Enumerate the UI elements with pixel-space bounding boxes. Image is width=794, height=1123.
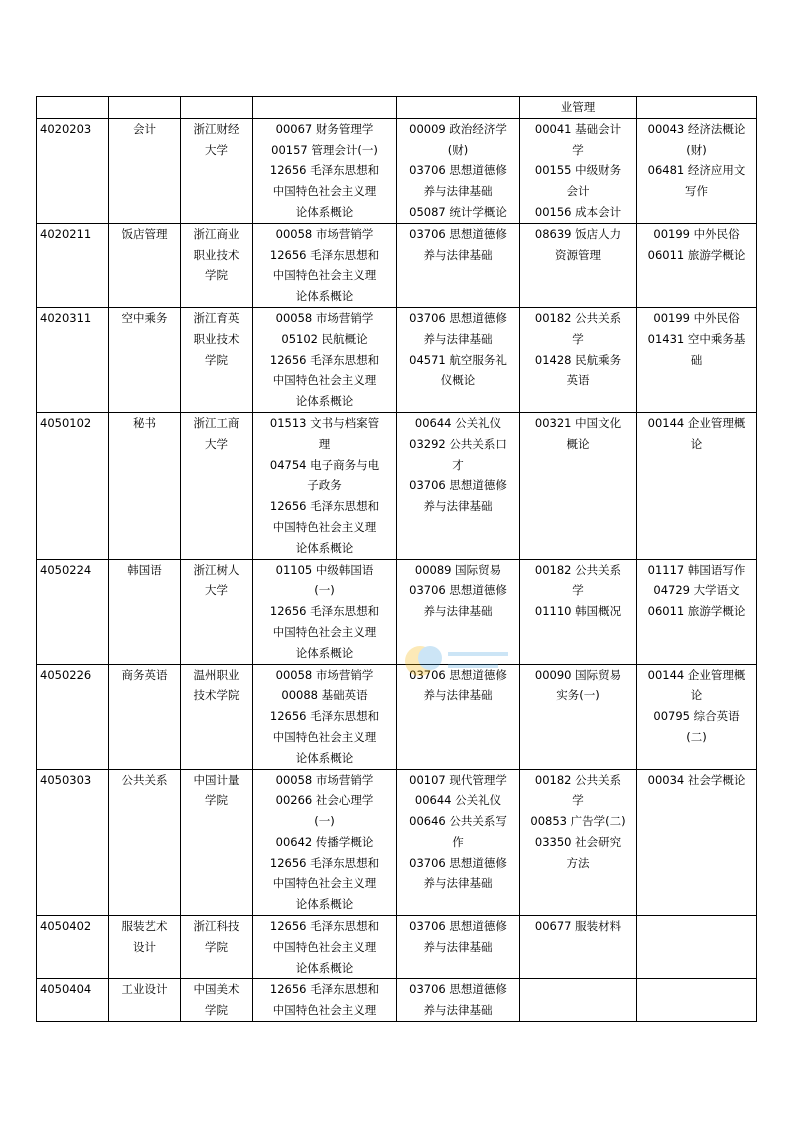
courses-cell-3 [520, 664, 637, 769]
school-cell [181, 769, 253, 916]
school-cell-line: 学院 [205, 793, 228, 808]
courses-cell-2 [397, 916, 520, 979]
courses-cell-3-line: 00182 公共关系 [534, 772, 622, 787]
table-row [37, 979, 757, 1022]
major-code-cell [37, 664, 109, 769]
courses-cell-1-line: 00067 财务管理学 [275, 121, 374, 136]
courses-cell-2-line: 03706 思想道德修 [409, 583, 507, 598]
school-cell-line: 浙江树人 [193, 562, 240, 577]
courses-cell-4-line: 00034 社会学概论 [647, 772, 746, 787]
table-row [37, 664, 757, 769]
courses-cell-1-line: 12656 毛泽东思想和 [269, 604, 380, 619]
school-cell-line: 学院 [205, 352, 228, 367]
school-cell [181, 916, 253, 979]
major-code: 4050402 [40, 919, 92, 934]
courses-cell-1-line: 00088 基础英语 [281, 688, 368, 703]
courses-cell-1-line: 论体系概论 [295, 204, 354, 219]
courses-cell-2-line: (财) [447, 142, 469, 157]
school-cell-line: 职业技术 [193, 247, 240, 262]
courses-cell-2-line: 05087 统计学概论 [409, 204, 507, 219]
courses-cell-2-line: 养与法律基础 [423, 688, 493, 703]
courses-cell-2 [397, 769, 520, 916]
courses-cell-4-line: 论 [690, 436, 703, 451]
courses-cell-2-line: 仪概论 [440, 373, 476, 388]
courses-cell-1-line: 04754 电子商务与电 [269, 457, 380, 472]
courses-cell-3 [520, 223, 637, 307]
major-code-cell [37, 118, 109, 223]
courses-cell-1-line: 中国特色社会主义理 [272, 519, 377, 534]
courses-cell-1-line: 论体系概论 [295, 540, 354, 555]
courses-cell-1-line: 00058 市场营销学 [275, 772, 374, 787]
courses-cell-3 [520, 979, 637, 1022]
courses-cell-1 [253, 118, 397, 223]
courses-cell-4-line: 00144 企业管理概 [647, 667, 746, 682]
table-row [37, 223, 757, 307]
school-cell [181, 559, 253, 664]
courses-cell-2-line: 养与法律基础 [423, 184, 493, 199]
courses-cell-2-line: 03706 思想道德修 [409, 855, 507, 870]
courses-cell-2 [397, 223, 520, 307]
major-code: 4050224 [40, 562, 92, 577]
courses-cell-4 [637, 118, 757, 223]
courses-cell-2-line: 00644 公关礼仪 [414, 415, 502, 430]
major-code: 4050226 [40, 667, 92, 682]
courses-cell-4-line: 01117 韩国语写作 [647, 562, 746, 577]
courses-cell-1-line: 00058 市场营销学 [275, 310, 374, 325]
courses-cell-2-line: 养与法律基础 [423, 331, 493, 346]
courses-cell-4 [637, 412, 757, 559]
courses-cell-3-line: 01428 民航乘务 [534, 352, 622, 367]
table-row-continued [37, 97, 757, 119]
courses-cell-2 [397, 307, 520, 412]
major-name-cell-line: 空中乘务 [121, 310, 168, 325]
major-code: 4020203 [40, 121, 92, 136]
courses-cell-2-line: 04571 航空服务礼 [409, 352, 507, 367]
school-cell-line: 大学 [205, 142, 228, 157]
courses-cell-2-line: 00107 现代管理学 [409, 772, 507, 787]
courses-cell-1-line: 12656 毛泽东思想和 [269, 982, 380, 997]
courses-cell-4-line: 04729 大学语文 [653, 583, 740, 598]
empty-cell [37, 97, 109, 119]
major-name-cell-line: 服装艺术 [121, 919, 168, 934]
courses-cell-3-line: 会计 [566, 184, 590, 199]
courses-cell-2-line: 00644 公关礼仪 [414, 793, 502, 808]
courses-cell-1-line: 12656 毛泽东思想和 [269, 919, 380, 934]
table-row [37, 916, 757, 979]
empty-cell [181, 97, 253, 119]
courses-cell-3-line: 学 [572, 793, 584, 808]
courses-cell-4-line: 论 [690, 688, 703, 703]
courses-cell-2-line: 03706 思想道德修 [409, 982, 507, 997]
courses-cell-4-line: (二) [686, 729, 707, 744]
major-name-cell-line: 秘书 [133, 415, 156, 430]
courses-cell-3-line: 英语 [566, 373, 590, 388]
courses-cell-3-line: 学 [572, 331, 584, 346]
courses-cell-1-line: 12656 毛泽东思想和 [269, 163, 380, 178]
courses-cell-1-line: 中国特色社会主义理 [272, 729, 377, 744]
table-row [37, 412, 757, 559]
courses-cell-1-line: 中国特色社会主义理 [272, 184, 377, 199]
courses-cell-1-line: 12656 毛泽东思想和 [269, 247, 380, 262]
school-cell-line: 浙江商业 [193, 226, 240, 241]
empty-cell [109, 97, 181, 119]
major-code-cell [37, 979, 109, 1022]
school-cell-line: 学院 [205, 268, 228, 283]
courses-cell-3-line: 00677 服装材料 [534, 919, 622, 934]
courses-cell-3 [520, 307, 637, 412]
courses-cell-4-line: 础 [690, 352, 703, 367]
courses-cell-2-line: 养与法律基础 [423, 604, 493, 619]
continued-cell-line: 业管理 [560, 100, 596, 114]
courses-cell-3-line: 00321 中国文化 [534, 415, 622, 430]
major-code: 4050102 [40, 415, 92, 430]
courses-cell-2-line: 03292 公共关系口 [409, 436, 507, 451]
courses-cell-2 [397, 412, 520, 559]
table-row [37, 769, 757, 916]
courses-cell-2-line: 03706 思想道德修 [409, 919, 507, 934]
courses-cell-1-line: 中国特色社会主义理 [272, 939, 377, 954]
courses-cell-4-line: 写作 [685, 184, 708, 199]
courses-cell-4 [637, 979, 757, 1022]
major-name-cell-line: 会计 [133, 121, 156, 136]
major-name-cell-line: 工业设计 [121, 982, 168, 997]
major-name-cell-line: 商务英语 [121, 667, 168, 682]
courses-cell-2-line: 03706 思想道德修 [409, 163, 507, 178]
courses-cell-3-line: 00155 中级财务 [534, 163, 622, 178]
courses-cell-1 [253, 412, 397, 559]
courses-cell-4-line: 00199 中外民俗 [653, 226, 740, 241]
courses-cell-2-line: 才 [452, 457, 464, 472]
courses-cell-4-line: 00144 企业管理概 [647, 415, 746, 430]
courses-cell-3-line: 08639 饭店人力 [534, 226, 622, 241]
courses-cell-3-line: 00156 成本会计 [534, 204, 622, 219]
school-cell [181, 307, 253, 412]
courses-cell-1-line: 00058 市场营销学 [275, 226, 374, 241]
courses-cell-4 [637, 223, 757, 307]
courses-cell-2-line: 03706 思想道德修 [409, 226, 507, 241]
major-code-cell [37, 559, 109, 664]
major-code-cell [37, 916, 109, 979]
school-cell-line: 浙江科技 [193, 919, 240, 934]
empty-cell [637, 97, 757, 119]
courses-cell-1-line: 00266 社会心理学 [275, 793, 374, 808]
major-name-cell [109, 118, 181, 223]
major-code-cell [37, 412, 109, 559]
courses-cell-4 [637, 307, 757, 412]
courses-cell-4-line: 06011 旅游学概论 [647, 247, 746, 262]
school-cell-line: 温州职业 [193, 667, 240, 682]
courses-cell-4 [637, 769, 757, 916]
courses-cell-1-line: 12656 毛泽东思想和 [269, 709, 380, 724]
courses-cell-3-line: 方法 [566, 855, 590, 870]
school-cell-line: 中国美术 [193, 982, 240, 997]
courses-cell-3 [520, 118, 637, 223]
major-name-cell-line: 公共关系 [121, 772, 168, 787]
courses-cell-2 [397, 979, 520, 1022]
major-name-cell-line: 设计 [133, 939, 156, 954]
courses-cell-1-line: 中国特色社会主义理 [272, 373, 377, 388]
courses-cell-1-line: 01105 中级韩国语 [275, 562, 374, 577]
empty-cell [253, 97, 397, 119]
courses-cell-1-line: 00157 管理会计(一) [271, 142, 378, 157]
major-code-cell [37, 223, 109, 307]
school-cell-line: 大学 [205, 583, 228, 598]
courses-cell-1 [253, 916, 397, 979]
courses-cell-3-line: 实务(一) [556, 688, 600, 703]
school-cell-line: 中国计量 [193, 772, 240, 787]
courses-cell-3-line: 00041 基础会计 [534, 121, 622, 136]
school-cell [181, 412, 253, 559]
major-name-cell [109, 769, 181, 916]
school-cell-line: 浙江工商 [193, 415, 240, 430]
courses-cell-3-line: 00853 广告学(二) [530, 814, 626, 829]
courses-cell-4-line: 00199 中外民俗 [653, 310, 740, 325]
courses-cell-4-line: 00043 经济法概论 [647, 121, 746, 136]
major-name-cell [109, 916, 181, 979]
courses-cell-4-line: (财) [686, 142, 707, 157]
courses-cell-1-line: 05102 民航概论 [281, 331, 368, 346]
courses-cell-1-line: 论体系概论 [295, 645, 354, 660]
courses-cell-2-line: 03706 思想道德修 [409, 478, 507, 493]
courses-cell-1-line: 中国特色社会主义理 [272, 624, 377, 639]
courses-cell-1-line: 01513 文书与档案管 [269, 415, 380, 430]
school-cell-line: 大学 [205, 436, 228, 451]
courses-cell-2-line: 作 [452, 834, 464, 849]
courses-cell-4-line: 00795 综合英语 [653, 709, 740, 724]
courses-cell-1-line: 论体系概论 [295, 750, 354, 765]
courses-cell-1-line: 00058 市场营销学 [275, 667, 374, 682]
major-name-cell [109, 223, 181, 307]
major-name-cell [109, 412, 181, 559]
school-cell-line: 学院 [205, 939, 228, 954]
courses-cell-1 [253, 979, 397, 1022]
courses-cell-3-line: 概论 [566, 436, 590, 451]
major-code: 4020311 [40, 310, 92, 325]
courses-cell-2-line: 养与法律基础 [423, 247, 493, 262]
school-cell [181, 979, 253, 1022]
major-code-cell [37, 307, 109, 412]
courses-cell-1-line: 论体系概论 [295, 960, 354, 975]
courses-cell-1-line: (一) [314, 814, 335, 829]
courses-cell-1 [253, 307, 397, 412]
school-cell [181, 118, 253, 223]
courses-cell-3 [520, 769, 637, 916]
courses-cell-1-line: 00642 传播学概论 [275, 834, 374, 849]
courses-cell-2-line: 养与法律基础 [423, 876, 493, 891]
courses-cell-3-line: 学 [572, 142, 584, 157]
courses-cell-4 [637, 916, 757, 979]
courses-cell-3-line: 00090 国际贸易 [534, 667, 622, 682]
courses-cell-3-line: 03350 社会研究 [534, 834, 622, 849]
table-row [37, 559, 757, 664]
empty-cell [397, 97, 520, 119]
school-cell [181, 664, 253, 769]
major-name-cell [109, 979, 181, 1022]
courses-cell-1-line: 中国特色社会主义理 [272, 268, 377, 283]
courses-cell-1 [253, 769, 397, 916]
courses-cell-3-line: 学 [572, 583, 584, 598]
courses-cell-2-line: 03706 思想道德修 [409, 667, 507, 682]
courses-cell-3-line: 资源管理 [555, 247, 601, 262]
major-name-cell [109, 307, 181, 412]
courses-cell-3-line: 01110 韩国概况 [534, 604, 622, 619]
school-cell-line: 浙江育英 [193, 310, 240, 325]
courses-cell-2-line: 00009 政治经济学 [409, 121, 507, 136]
school-cell-line: 职业技术 [193, 331, 240, 346]
exam-schedule-table [36, 96, 757, 1022]
courses-cell-1-line: 子政务 [307, 478, 342, 493]
courses-cell-4 [637, 559, 757, 664]
courses-cell-2-line: 养与法律基础 [423, 1003, 493, 1018]
continued-cell [520, 97, 637, 119]
major-name-cell [109, 664, 181, 769]
courses-cell-1-line: 论体系概论 [295, 289, 354, 304]
courses-cell-1-line: 论体系概论 [295, 394, 354, 409]
major-code: 4050303 [40, 772, 92, 787]
school-cell-line: 学院 [205, 1003, 228, 1018]
courses-cell-2-line: 养与法律基础 [423, 939, 493, 954]
document-page [36, 96, 756, 1022]
courses-cell-2 [397, 559, 520, 664]
courses-cell-2 [397, 664, 520, 769]
major-name-cell [109, 559, 181, 664]
courses-cell-3-line: 00182 公共关系 [534, 310, 622, 325]
courses-cell-3-line: 00182 公共关系 [534, 562, 622, 577]
courses-cell-1-line: 12656 毛泽东思想和 [269, 855, 380, 870]
courses-cell-4-line: 01431 空中乘务基 [647, 331, 746, 346]
courses-cell-1-line: 中国特色社会主义理 [272, 1003, 377, 1018]
major-code-cell [37, 769, 109, 916]
courses-cell-4-line: 06481 经济应用文 [647, 163, 746, 178]
courses-cell-1-line: (一) [314, 583, 335, 598]
courses-cell-4 [637, 664, 757, 769]
school-cell [181, 223, 253, 307]
courses-cell-3 [520, 412, 637, 559]
courses-cell-1 [253, 559, 397, 664]
major-code: 4050404 [40, 982, 92, 997]
major-code: 4020211 [40, 226, 92, 241]
courses-cell-3 [520, 916, 637, 979]
courses-cell-3 [520, 559, 637, 664]
courses-cell-2-line: 养与法律基础 [423, 499, 493, 514]
courses-cell-2-line: 00089 国际贸易 [414, 562, 502, 577]
courses-cell-1-line: 中国特色社会主义理 [272, 876, 377, 891]
school-cell-line: 浙江财经 [193, 121, 240, 136]
courses-cell-1-line: 理 [318, 436, 331, 451]
school-cell-line: 技术学院 [193, 688, 240, 703]
courses-cell-2-line: 00646 公共关系写 [409, 814, 507, 829]
courses-cell-2 [397, 118, 520, 223]
major-name-cell-line: 饭店管理 [121, 226, 168, 241]
courses-cell-2-line: 03706 思想道德修 [409, 310, 507, 325]
courses-cell-4-line: 06011 旅游学概论 [647, 604, 746, 619]
courses-cell-1 [253, 664, 397, 769]
table-row [37, 118, 757, 223]
courses-cell-1-line: 12656 毛泽东思想和 [269, 499, 380, 514]
courses-cell-1-line: 12656 毛泽东思想和 [269, 352, 380, 367]
major-name-cell-line: 韩国语 [127, 562, 162, 577]
courses-cell-1-line: 论体系概论 [295, 897, 354, 912]
table-row [37, 307, 757, 412]
courses-cell-1 [253, 223, 397, 307]
